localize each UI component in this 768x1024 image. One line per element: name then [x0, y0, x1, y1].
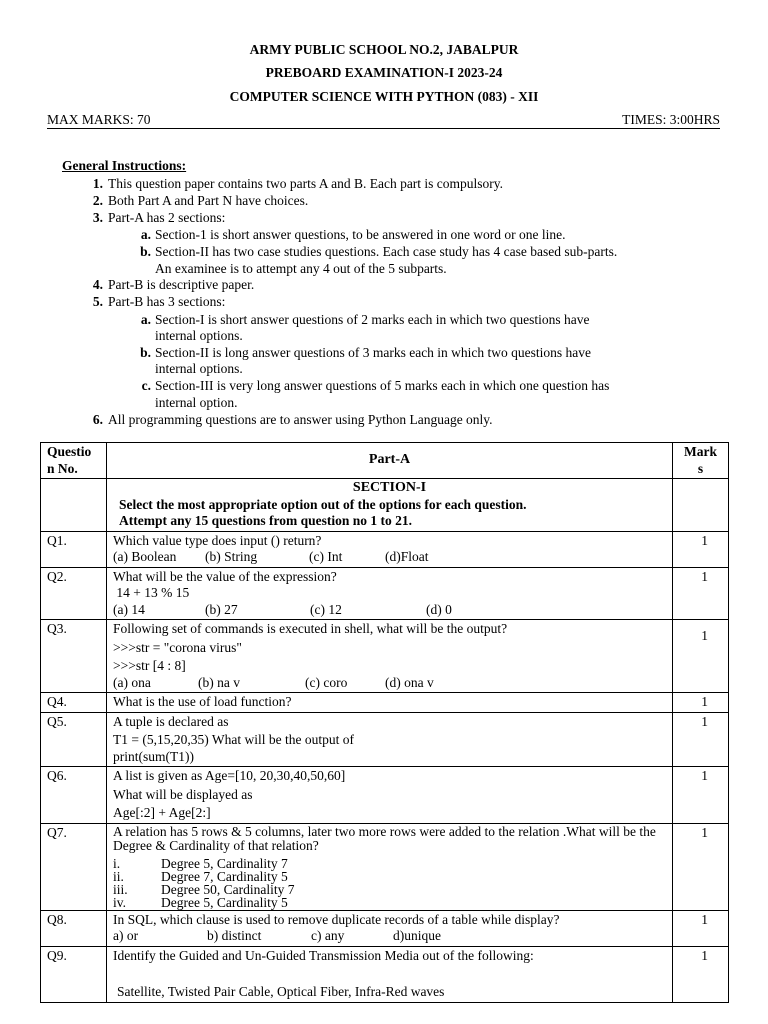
question-line: Age[:2] + Age[2:] [113, 805, 211, 820]
instructions-title: General Instructions: [62, 158, 187, 173]
instruction-text: Section-III is very long answer questions of 5 marks each in which one question has [155, 378, 610, 393]
instruction-text: Both Part A and Part N have choices. [108, 193, 309, 208]
option: (d)Float [385, 549, 429, 564]
instruction-letter: c. [141, 378, 151, 393]
option: (c) coro [305, 674, 348, 690]
instruction-text: An examinee is to attempt any 4 out of the 5 subparts. [155, 261, 447, 276]
option: b) distinct [207, 928, 262, 943]
options [113, 675, 666, 692]
header-text: s [697, 460, 704, 476]
question-number: Q1. [41, 531, 107, 567]
table-row [41, 693, 729, 713]
header-text: Mark [684, 444, 717, 459]
instruction-text: Part-A has 2 sections: [108, 210, 226, 225]
col-header-part: Part-A [107, 443, 673, 479]
option-numeral: iv. [113, 894, 126, 910]
question-cell [107, 567, 673, 620]
question-text: What is the use of load function? [107, 693, 673, 713]
question-line: Satellite, Twisted Pair Cable, Optical Fiber, Infra-Red waves [117, 984, 445, 999]
question-cell [107, 531, 673, 567]
section-title: SECTION-I [352, 480, 427, 495]
question-line: What will be displayed as [113, 786, 253, 802]
instruction-item [92, 277, 255, 294]
question-number: Q4. [41, 693, 107, 713]
option-numeral: i. [113, 855, 121, 871]
marks-time-line [47, 112, 720, 129]
max-marks: MAX MARKS: 70 [47, 112, 151, 127]
instruction-continuation [155, 261, 447, 278]
marks-value: 1 [673, 567, 729, 620]
question-number: Q5. [41, 712, 107, 767]
option [113, 896, 666, 909]
instruction-item [92, 176, 504, 193]
option-text: Degree 5, Cardinality 5 [161, 894, 288, 910]
instruction-continuation [155, 361, 243, 378]
marks-value: 1 [673, 712, 729, 767]
expression: 14 + 13 % 15 [113, 585, 190, 600]
question-text: In SQL, which clause is used to remove duplicate records of a table while display? [113, 911, 560, 927]
marks-value: 1 [673, 910, 729, 946]
question-number: Q2. [41, 567, 107, 620]
option: (a) 14 [113, 601, 145, 617]
instruction-subitem [141, 378, 610, 395]
question-cell [107, 767, 673, 824]
instruction-text: internal option. [155, 395, 238, 410]
instruction-subitem [140, 227, 566, 244]
question-text: Which value type does input () return? [113, 532, 322, 548]
instruction-item [92, 294, 226, 311]
option-text: Degree 50, Cardinality 7 [161, 881, 295, 897]
table-row [41, 712, 729, 767]
question-number: Q9. [41, 946, 107, 1002]
table-row [41, 946, 729, 1002]
table-row [41, 823, 729, 910]
instruction-number: 2. [92, 193, 103, 208]
instruction-number: 1. [92, 176, 103, 191]
options [113, 928, 666, 945]
option: (b) String [205, 549, 258, 564]
instruction-item [92, 210, 226, 227]
question-number: Q7. [41, 823, 107, 910]
section-instruction: Attempt any 15 questions from question no 1 to 21. [119, 513, 413, 528]
empty-cell [673, 479, 729, 532]
marks-value: 1 [673, 531, 729, 567]
question-text: A tuple is declared as [113, 713, 229, 729]
question-text: What will be the value of the expression? [113, 568, 337, 584]
question-line: print(sum(T1)) [113, 748, 194, 764]
table-row [41, 567, 729, 620]
header-text: Questio [47, 444, 92, 459]
table-row [41, 910, 729, 946]
empty-cell [41, 479, 107, 532]
marks-value: 1 [673, 946, 729, 1002]
table-row [41, 767, 729, 824]
marks-value: 1 [673, 767, 729, 824]
marks-value: 1 [673, 620, 729, 693]
instruction-letter: a. [140, 227, 151, 242]
option: d)unique [393, 928, 441, 943]
col-header-question-no [41, 443, 107, 479]
option: (b) 27 [205, 601, 238, 617]
option-numeral: ii. [113, 868, 124, 884]
table-header-row [41, 443, 729, 479]
marks-value: 1 [673, 693, 729, 713]
instruction-letter: b. [140, 244, 151, 259]
instruction-text: Part-B is descriptive paper. [108, 277, 255, 292]
instruction-text: Section-II has two case studies questions. Each case study has 4 case based sub-parts. [155, 244, 618, 259]
instruction-subitem [140, 244, 618, 261]
options [113, 602, 666, 619]
instruction-number: 4. [92, 277, 103, 292]
option-text: Degree 7, Cardinality 5 [161, 868, 288, 884]
option: (d) ona v [385, 674, 434, 690]
question-cell [107, 823, 673, 910]
roman-options [113, 857, 666, 909]
option: (c) Int [309, 549, 343, 564]
instruction-text: Part-B has 3 sections: [108, 294, 226, 309]
instruction-text: internal options. [155, 328, 243, 343]
exam-title: PREBOARD EXAMINATION-I 2023-24 [265, 65, 503, 80]
option: (b) na v [198, 674, 240, 690]
code-line: >>>str [4 : 8] [113, 658, 186, 673]
table-row [41, 531, 729, 567]
instruction-item [92, 193, 309, 210]
option [113, 857, 666, 870]
option [113, 870, 666, 883]
options [113, 549, 666, 566]
instruction-subitem [140, 345, 592, 362]
instruction-letter: a. [140, 312, 151, 327]
question-text: A relation has 5 rows & 5 columns, later two more rows were added to the relation .What will be the Degree & Cardinality of that relation? [113, 823, 656, 853]
question-cell [107, 712, 673, 767]
instruction-text: Section-II is long answer questions of 3 marks each in which two questions have [155, 345, 592, 360]
question-text: Identify the Guided and Un-Guided Transmission Media out of the following: [113, 947, 534, 963]
question-number: Q6. [41, 767, 107, 824]
instruction-item [92, 412, 493, 429]
instruction-continuation [155, 328, 243, 345]
subject-title: COMPUTER SCIENCE WITH PYTHON (083) - XII [229, 89, 539, 104]
instruction-letter: b. [140, 345, 151, 360]
option: (a) Boolean [113, 549, 177, 564]
question-cell [107, 620, 673, 693]
question-number: Q8. [41, 910, 107, 946]
instruction-subitem [140, 312, 590, 329]
option-numeral: iii. [113, 881, 128, 897]
header-text: n No. [47, 460, 78, 476]
instruction-number: 6. [92, 412, 103, 427]
question-table [40, 442, 729, 1003]
question-cell [107, 946, 673, 1002]
col-header-marks [673, 443, 729, 479]
instruction-number: 5. [92, 294, 103, 309]
code-line: >>>str = "corona virus" [113, 639, 242, 655]
table-row [41, 620, 729, 693]
instruction-text: All programming questions are to answer using Python Language only. [108, 412, 493, 427]
option-text: Degree 5, Cardinality 7 [161, 855, 288, 871]
instruction-number: 3. [92, 210, 103, 225]
section-row [41, 479, 729, 532]
instruction-continuation [155, 395, 237, 412]
marks-value: 1 [673, 823, 729, 910]
instruction-text: This question paper contains two parts A and B. Each part is compulsory. [108, 176, 504, 191]
question-line: T1 = (5,15,20,35) What will be the output of [113, 732, 354, 747]
section-instruction: Select the most appropriate option out of the options for each question. [119, 496, 527, 512]
instruction-text: internal options. [155, 361, 243, 376]
option: (c) 12 [310, 601, 342, 617]
question-text: Following set of commands is executed in shell, what will be the output? [113, 621, 508, 636]
option: c) any [311, 928, 345, 943]
option: a) or [113, 928, 139, 943]
question-number: Q3. [41, 620, 107, 693]
option [113, 883, 666, 896]
option: (a) ona [113, 674, 151, 690]
exam-time: TIMES: 3:00HRS [622, 112, 720, 127]
section-heading-cell [107, 479, 673, 532]
school-name: ARMY PUBLIC SCHOOL NO.2, JABALPUR [249, 42, 519, 57]
question-cell [107, 910, 673, 946]
option: (d) 0 [426, 601, 452, 617]
instruction-text: Section-1 is short answer questions, to be answered in one word or one line. [155, 227, 566, 242]
instruction-text: Section-I is short answer questions of 2 marks each in which two questions have [155, 312, 590, 327]
question-text: A list is given as Age=[10, 20,30,40,50,60] [113, 768, 346, 783]
